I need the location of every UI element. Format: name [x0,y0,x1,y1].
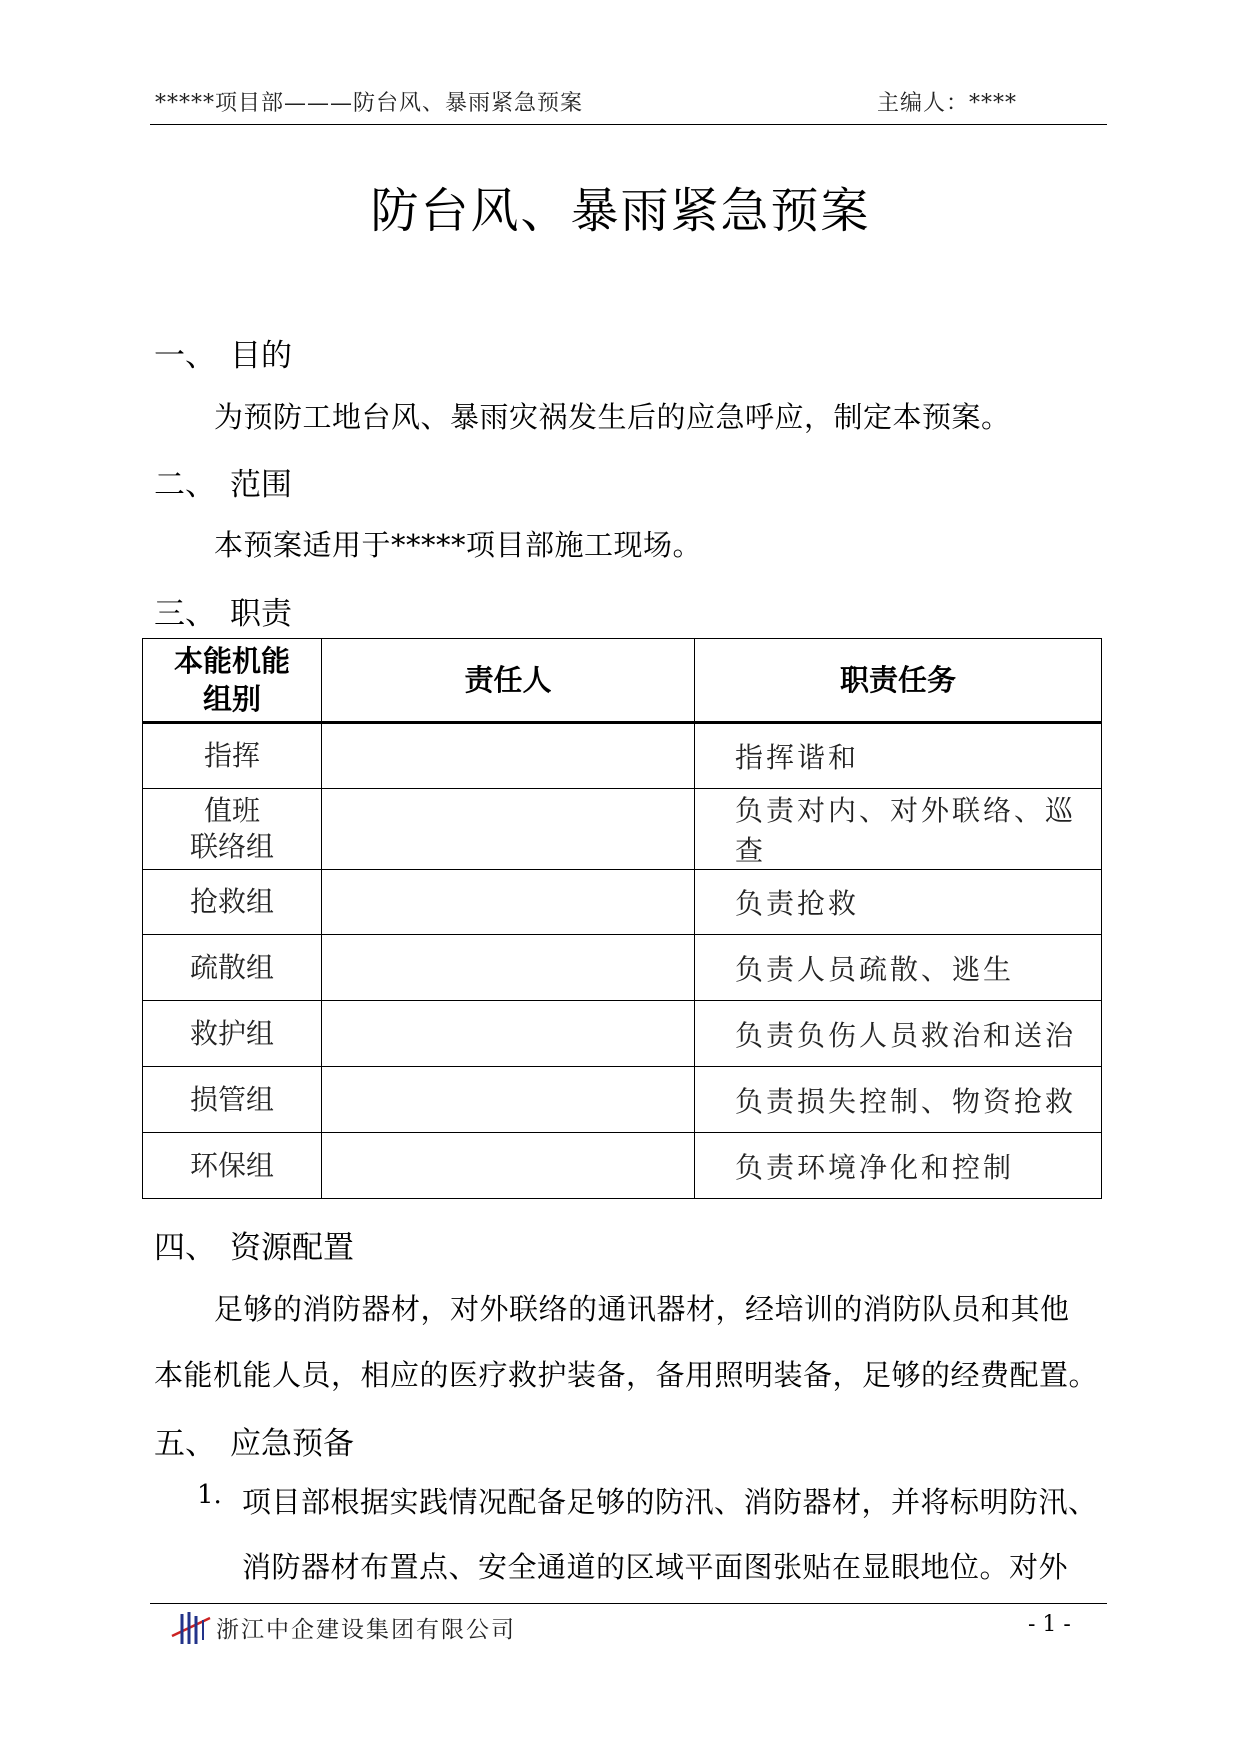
table-row [143,1001,1102,1067]
task-cell: 负责环境净化和控制 [695,1133,1102,1199]
group-cell: 抢救组 [143,870,322,935]
section-number: 三、 [154,596,216,632]
task-cell: 负责人员疏散、逃生 [695,935,1102,1001]
group-cell: 指挥 [143,723,322,789]
task-cell: 指挥谐和 [695,723,1102,789]
header-right: 主编人：**** [877,91,1018,116]
group-line1: 值班 [203,794,260,827]
group-cell: 救护组 [143,1001,322,1067]
section-text-resources-line2: 本能机能人员，相应的医疗救护装备，备用照明装备，足够的经费配置。 [154,1358,1099,1392]
group-cell: 疏散组 [143,935,322,1001]
owner-cell [322,1001,695,1067]
company-name: 浙江中企建设集团有限公司 [216,1617,516,1643]
section-heading-duties [154,588,292,633]
section-text-resources-line1: 足够的消防器材，对外联络的通讯器材，经培训的消防队员和其他 [214,1292,1070,1326]
section-title: 资源配置 [230,1230,354,1266]
group-line2: 联络组 [189,830,274,863]
owner-cell [322,723,695,789]
owner-cell [322,870,695,935]
section-heading-scope [154,459,292,504]
section-number: 二、 [154,467,216,503]
section-text-scope: 本预案适用于*****项目部施工现场。 [214,528,703,562]
header-group-line2: 组别 [202,682,261,716]
list-item-line1: 项目部根据实践情况配备足够的防汛、消防器材，并将标明防汛、 [242,1485,1098,1519]
header-group-line1: 本能机能 [173,644,290,678]
section-number: 五、 [154,1426,216,1462]
table-row [143,789,1102,870]
duties-table [142,638,1102,1199]
task-cell: 负责负伤人员救治和送治 [695,1001,1102,1067]
task-cell: 负责损失控制、物资抢救 [695,1067,1102,1133]
list-item-line2: 消防器材布置点、安全通道的区域平面图张贴在显眼地位。对外 [242,1550,1069,1584]
table-row [143,935,1102,1001]
group-cell [143,789,322,870]
group-cell: 环保组 [143,1133,322,1199]
section-title: 范围 [230,467,292,503]
header-cell-group [143,639,322,723]
list-item-number: 1. [197,1480,222,1510]
header-cell-owner: 责任人 [322,639,695,723]
table-row [143,870,1102,935]
table-header-row [143,639,1102,723]
section-text-purpose: 为预防工地台风、暴雨灾祸发生后的应急呼应，制定本预案。 [214,400,1011,434]
table-row [143,1067,1102,1133]
owner-cell [322,789,695,870]
header-left: *****项目部———防台风、暴雨紧急预案 [155,91,584,116]
section-number: 一、 [154,338,216,374]
owner-cell [322,935,695,1001]
document-title: 防台风、暴雨紧急预案 [370,183,871,239]
table-row [143,723,1102,789]
group-cell: 损管组 [143,1067,322,1133]
table-row [143,1133,1102,1199]
owner-cell [322,1067,695,1133]
section-number: 四、 [154,1230,216,1266]
section-title: 应急预备 [230,1426,354,1462]
page-number: - 1 - [1028,1612,1071,1637]
section-heading-preparation [154,1418,354,1463]
section-heading-purpose [154,330,292,375]
task-cell: 负责对内、对外联络、巡查 [695,789,1102,870]
company-logo-icon [170,1610,212,1646]
owner-cell [322,1133,695,1199]
section-heading-resources [154,1222,354,1267]
header-cell-task: 职责任务 [695,639,1102,723]
section-title: 职责 [230,596,292,632]
task-cell: 负责抢救 [695,870,1102,935]
header-rule [150,124,1107,125]
section-title: 目的 [230,338,292,374]
footer-rule [150,1603,1107,1604]
